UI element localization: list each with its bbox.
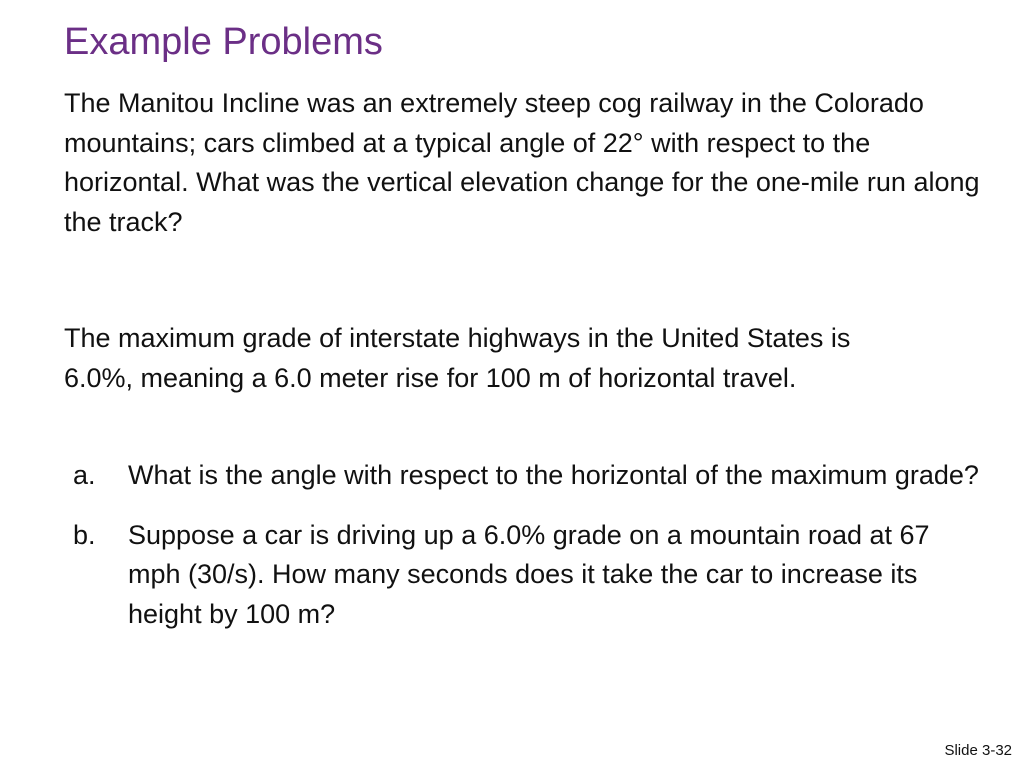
question-text: Suppose a car is driving up a 6.0% grade on a mountain road at 67 mph (30/s). How many seconds does it take the car to increase its height by 100 m? bbox=[128, 519, 930, 629]
list-marker: a. bbox=[73, 460, 96, 490]
slide-number: Slide 3-32 bbox=[944, 742, 1012, 759]
question-item-b bbox=[64, 516, 984, 635]
problem-paragraph-1: The Manitou Incline was an extremely steep cog railway in the Colorado mountains; cars climbed at a typical angle of 22° with respect to the horizontal. What was the vertical elevation change for the one-mile run along the track? bbox=[64, 88, 980, 237]
list-marker: b. bbox=[73, 519, 96, 550]
problem-paragraph-2: The maximum grade of interstate highways in the United States is 6.0%, meaning a 6.0 meter rise for 100 m of horizontal travel. bbox=[64, 323, 851, 393]
question-item-a bbox=[64, 456, 984, 496]
question-list bbox=[64, 456, 984, 654]
question-text: What is the angle with respect to the horizontal of the maximum grade? bbox=[128, 460, 979, 490]
slide-title: Example Problems bbox=[64, 21, 383, 63]
